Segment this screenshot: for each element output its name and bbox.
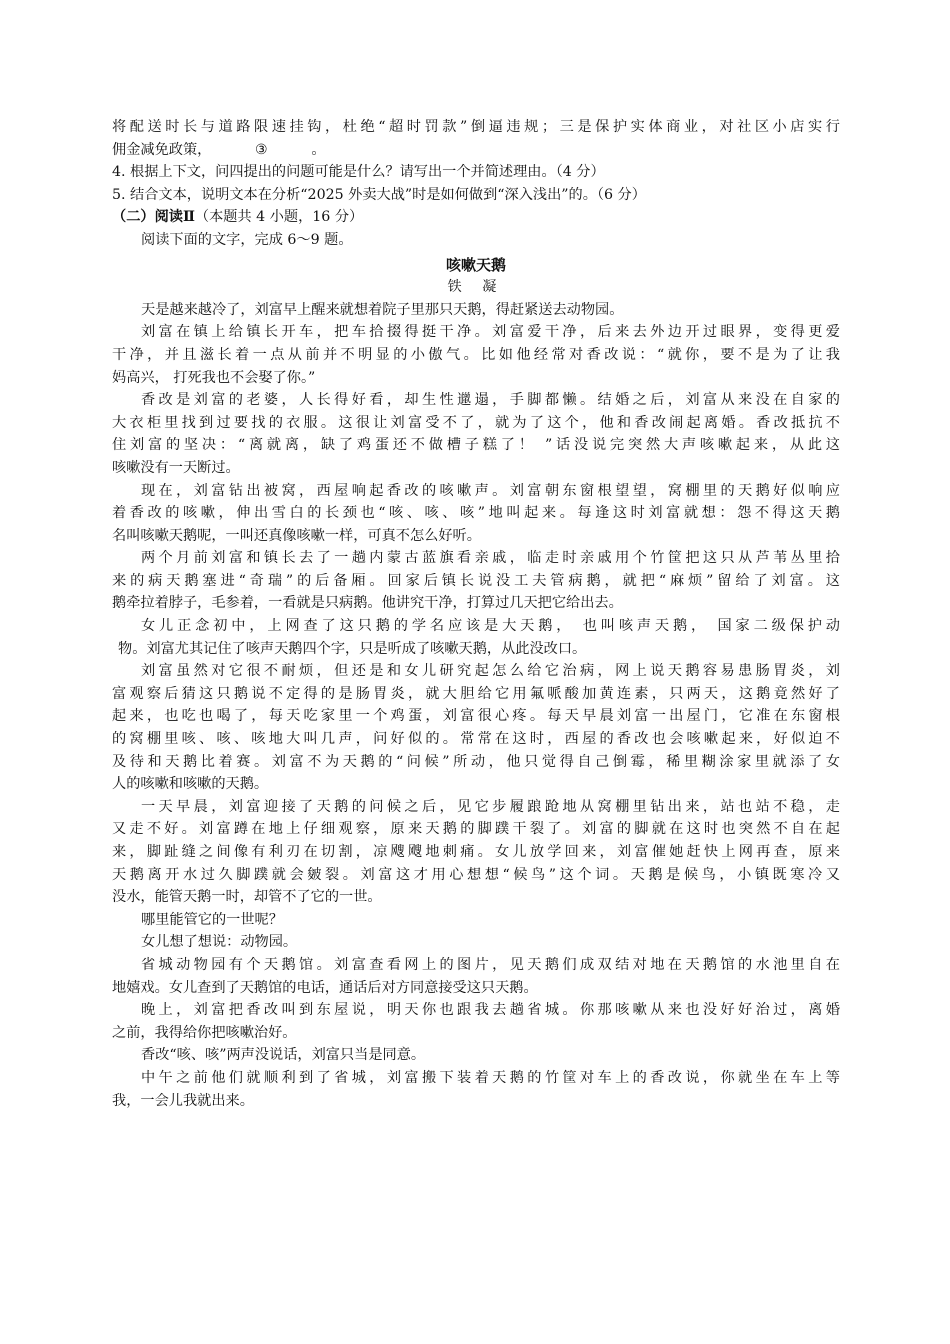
- story-line: 及待和天鹅比着赛。刘富不为天鹅的“问候”所动，他只觉得自己倒霉，稀里糊涂家里就添了女: [112, 753, 840, 770]
- story-line: 晚上，刘富把香改叫到东屋说，明天你也跟我去趟省城。你那咳嗽从来也没好好治过，离婚: [141, 1002, 840, 1019]
- story-line: 的窝棚里咳、咳、咳地大叫几声，问好似的。常常在这时，西屋的香改也会咳嗽起来，好似迫不: [112, 731, 840, 748]
- question-5: 5. 结合文本，说明文本在分析“2025 外卖大战”时是如何做到“深入浅出”的。（6 分）: [112, 186, 646, 203]
- intro-line-2: [112, 139, 840, 162]
- story-line: 鹅牵拉着脖子，毛参着，一看就是只病鹅。他讲究干净，打算过几天把它给出去。: [112, 595, 623, 612]
- story-line: 女儿想了想说：动物园。: [141, 934, 298, 951]
- section-note: （本题共 4 小题，16 分）: [194, 209, 364, 226]
- story-line: 住刘富的坚决：“离就离，缺了鸡蛋还不做槽子糕了！ ”话没说完突然大声咳嗽起来，从此这: [112, 437, 840, 454]
- story-line: 没水，能管天鹅一时，却管不了它的一世。: [112, 889, 382, 906]
- answer-blank-3: ③: [254, 141, 268, 158]
- story-line: 地嬉戏。女儿查到了天鹅馆的电话，通话后对方同意接受这只天鹅。: [112, 979, 538, 996]
- question-4: 4. 根据上下文，问四提出的问题可能是什么？请写出一个并简述理由。（4 分）: [112, 164, 605, 181]
- story-line: 咳嗽没有一天断过。: [112, 459, 240, 476]
- intro-line-1: 将配送时长与道路限速挂钩，杜绝“超时罚款”倒逼违规；三是保护实体商业，对社区小店实行: [112, 119, 840, 135]
- section-label: （二）阅读Ⅱ: [112, 209, 195, 226]
- story-line: 哪里能管它的一世呢？: [141, 911, 283, 928]
- story-line: 名叫咳嗽天鹅呢，一叫还真像咳嗽一样，可真不怎么好听。: [112, 527, 481, 544]
- story-line: 来的病天鹅塞进“奇瑞”的后备厢。回家后镇长说没工夫管病鹅，就把“麻烦”留给了刘富。这: [112, 572, 840, 589]
- story-line: 两个月前刘富和镇长去了一趟内蒙古蓝旗看亲戚，临走时亲戚用个竹筐把这只从芦苇丛里拾: [141, 550, 840, 567]
- story-line: 刘富在镇上给镇长开车，把车拾掇得挺干净。刘富爱干净，后来去外边开过眼界，变得更爱: [141, 324, 840, 341]
- story-line: 中午之前他们就顺利到了省城，刘富搬下装着天鹅的竹筐对车上的香改说，你就坐在车上等: [141, 1069, 840, 1086]
- story-line: 香改“咳、咳”两声没说话，刘富只当是同意。: [141, 1047, 426, 1064]
- story-line: 香改是刘富的老婆，人长得好看，却生性邋遢，手脚都懒。结婚之后，刘富从来没在自家的: [141, 392, 840, 409]
- exam-page: [112, 116, 840, 1112]
- story-body: [112, 299, 840, 1112]
- story-line: 大衣柜里找到过要找的衣服。这很让刘富受不了，就为了这个，他和香改闹起离婚。香改抵抗不: [112, 414, 840, 431]
- story-line: 人的咳嗽和咳嗽的天鹅。: [112, 776, 269, 793]
- story-line: 起来，也吃也喝了，每天吃家里一个鸡蛋，刘富很心疼。每天早晨刘富一出屋门，它准在东窗根: [112, 708, 840, 725]
- story-title: 咳嗽天鹅: [445, 255, 506, 274]
- section-heading: [112, 206, 840, 229]
- story-line: 我，一会儿我就出来。: [112, 1092, 254, 1109]
- section-instruction: 阅读下面的文字，完成 6～9 题。: [141, 231, 353, 248]
- intro-line-2-end: 。: [311, 141, 326, 158]
- story-author: 铁 凝: [447, 279, 505, 296]
- story-line: 之前，我得给你把咳嗽治好。: [112, 1024, 297, 1041]
- story-line: 又走不好。刘富蹲在地上仔细观察，原来天鹅的脚蹼干裂了。刘富的脚就在这时也突然不自在起: [112, 821, 840, 838]
- story-line: 物。刘富尤其记住了咳声天鹅四个字，只是听成了咳嗽天鹅，从此没改口。: [118, 640, 587, 657]
- story-line: 天是越来越冷了，刘富早上醒来就想着院子里那只天鹅，得赶紧送去动物园。: [141, 301, 624, 318]
- story-line: 来，脚趾缝之间像有利刃在切割，凉飕飕地刺痛。女儿放学回来，刘富催她赶快上网再查，原来: [112, 844, 840, 860]
- story-line: 现在，刘富钻出被窝，西屋响起香改的咳嗽声。刘富朝东窗根望望，窝棚里的天鹅好似响应: [141, 482, 840, 499]
- story-line: 刘富虽然对它很不耐烦，但还是和女儿研究起怎么给它治病，网上说天鹅容易患肠胃炎，刘: [141, 663, 840, 680]
- story-line: 妈高兴， 打死我也不会娶了你。”: [112, 369, 316, 386]
- story-line: 着香改的咳嗽，伸出雪白的长颈也“咳、咳、咳”地叫起来。每逢这时刘富就想：怨不得这天鹅: [112, 505, 840, 522]
- intro-line-2-start: 佣金减免政策，: [112, 141, 212, 158]
- story-line: 富观察后猜这只鹅说不定得的是肠胃炎，就大胆给它用氟哌酸加黄连素，只两天，这鹅竟然好了: [112, 685, 840, 702]
- story-line: 一天早晨，刘富迎接了天鹅的问候之后，见它步履踉跄地从窝棚里钻出来，站也站不稳，走: [141, 798, 840, 815]
- story-line: 干净，并且滋长着一点从前并不明显的小傲气。比如他经常对香改说：“就你，要不是为了让我: [112, 346, 840, 363]
- story-line: 省城动物园有个天鹅馆。刘富查看网上的图片，见天鹅们成双结对地在天鹅馆的水池里自在: [141, 956, 840, 973]
- story-line: 天鹅离开水过久脚蹼就会皴裂。刘富这才用心想想“候鸟”这个词。天鹅是候鸟，小镇既寒冷又: [112, 866, 840, 883]
- story-line: 女儿正念初中，上网查了这只鹅的学名应该是大天鹅， 也叫咳声天鹅， 国家二级保护动: [141, 618, 840, 635]
